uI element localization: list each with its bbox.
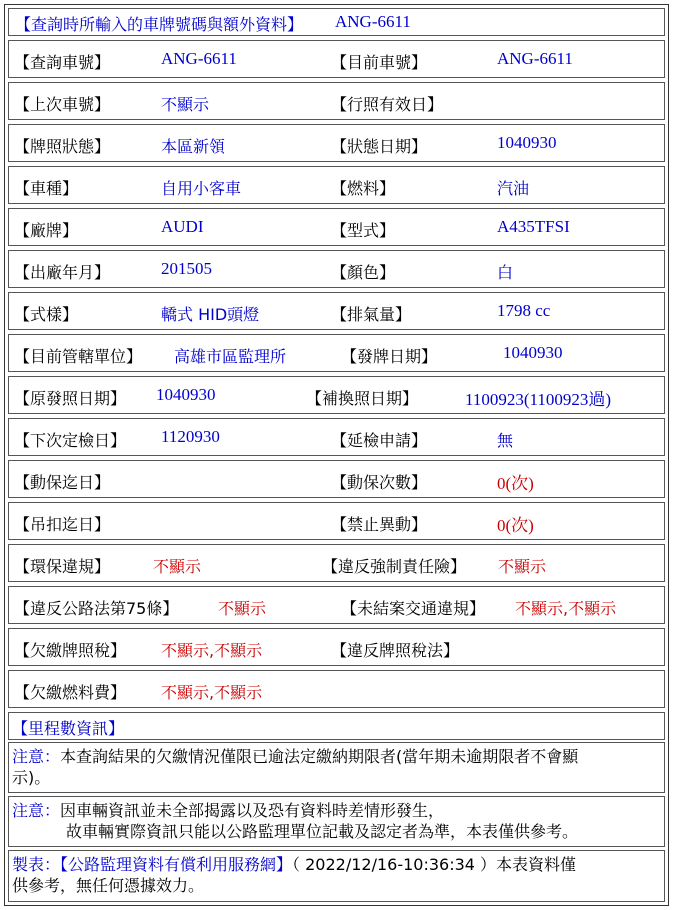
mileage-section	[8, 712, 665, 740]
value-previous-plate: 不顯示	[161, 95, 210, 114]
label-transfer-ban: 【禁止異動】	[331, 515, 428, 534]
value-replacement-date: 1100923(1100923過)	[465, 390, 612, 409]
label-previous-plate: 【上次車號】	[14, 95, 111, 114]
value-body-style: 轎式 HID頭燈	[161, 305, 260, 324]
label-suspension-expiry: 【吊扣迄日】	[14, 515, 111, 534]
value-inspection-extension: 無	[497, 431, 514, 450]
value-plate-status: 本區新領	[161, 137, 226, 156]
label-issue-date: 【發牌日期】	[341, 347, 438, 366]
value-next-inspection: 1120930	[161, 427, 220, 446]
label-next-inspection: 【下次定檢日】	[14, 431, 127, 450]
row-brand	[8, 208, 665, 246]
label-brand: 【廠牌】	[14, 221, 79, 240]
label-replacement-date: 【補換照日期】	[306, 389, 419, 408]
label-open-traffic-violations: 【未結案交通違規】	[341, 599, 486, 618]
row-plate-status	[8, 124, 665, 162]
label-lien-count: 【動保次數】	[331, 473, 428, 492]
label-model: 【型式】	[331, 221, 396, 240]
label-color: 【顏色】	[331, 263, 396, 282]
value-brand: AUDI	[161, 217, 204, 236]
label-environmental-violation: 【環保違規】	[14, 557, 111, 576]
mileage-label: 【里程數資訊】	[12, 719, 125, 738]
value-model: A435TFSI	[497, 217, 570, 236]
report-title	[8, 8, 665, 36]
label-inspection-extension: 【延檢申請】	[331, 431, 428, 450]
footer-service-link[interactable]: 【公路監理資料有償利用服務網】	[60, 855, 293, 874]
value-fuel-fee-arrears: 不顯示,不顯示	[161, 683, 263, 702]
title-label: 【查詢時所輸入的車牌號碼與額外資料】	[15, 15, 304, 34]
value-open-traffic-violations: 不顯示,不顯示	[515, 599, 617, 618]
note-arrears-disclaimer	[8, 742, 665, 793]
label-plate-status: 【牌照狀態】	[14, 137, 111, 156]
report-footer	[8, 850, 665, 902]
row-query-plate	[8, 40, 665, 78]
label-current-plate: 【目前車號】	[331, 53, 428, 72]
value-color: 白	[497, 263, 514, 282]
row-vehicle-type	[8, 166, 665, 204]
note1-prefix: 注意：	[12, 747, 61, 766]
row-original-license-date	[8, 376, 665, 414]
label-highway-act-violation: 【違反公路法第75條】	[14, 599, 179, 618]
label-fuel-fee-arrears: 【欠繳燃料費】	[14, 683, 127, 702]
label-license-tax-violation: 【違反牌照稅法】	[331, 641, 460, 660]
value-lien-count: 0(次)	[497, 474, 534, 493]
value-current-plate: ANG-6611	[497, 49, 573, 68]
row-previous-plate	[8, 82, 665, 120]
value-environmental-violation: 不顯示	[153, 557, 202, 576]
row-lien-expiry	[8, 460, 665, 498]
value-insurance-violation: 不顯示	[498, 557, 547, 576]
value-license-tax-arrears: 不顯示,不顯示	[161, 641, 263, 660]
value-fuel: 汽油	[497, 179, 530, 198]
note1-text-cont: 示)。	[12, 768, 51, 787]
value-status-date: 1040930	[497, 133, 557, 152]
label-displacement: 【排氣量】	[331, 305, 412, 324]
row-highway-act-violation	[8, 586, 665, 624]
note-data-disclaimer	[8, 796, 665, 847]
row-next-inspection	[8, 418, 665, 456]
note2-line1: 因車輛資訊並未全部揭露以及恐有資料時差情形發生，	[60, 801, 445, 820]
label-manufacture-date: 【出廠年月】	[14, 263, 111, 282]
value-original-license-date: 1040930	[156, 385, 216, 404]
label-jurisdiction: 【目前管轄單位】	[14, 347, 143, 366]
value-manufacture-date: 201505	[161, 259, 212, 278]
note2-line2: 故車輛實際資訊只能以公路監理單位記載及認定者為準，本表僅供參考。	[66, 822, 579, 841]
label-status-date: 【狀態日期】	[331, 137, 428, 156]
row-environmental-violation	[8, 544, 665, 582]
value-vehicle-type: 自用小客車	[161, 179, 242, 198]
row-license-tax-arrears	[8, 628, 665, 666]
footer-timestamp: （ 2022/12/16-10:36:34 ）本表資料僅	[292, 855, 577, 874]
value-displacement: 1798 cc	[497, 301, 551, 320]
value-query-plate: ANG-6611	[161, 49, 237, 68]
label-original-license-date: 【原發照日期】	[14, 389, 127, 408]
label-lien-expiry: 【動保迄日】	[14, 473, 111, 492]
row-body-style	[8, 292, 665, 330]
label-insurance-violation: 【違反強制責任險】	[322, 557, 467, 576]
value-highway-act-violation: 不顯示	[218, 599, 267, 618]
title-plate: ANG-6611	[335, 12, 411, 31]
value-jurisdiction: 高雄市區監理所	[174, 347, 287, 366]
label-body-style: 【式樣】	[14, 305, 79, 324]
label-query-plate: 【查詢車號】	[14, 53, 111, 72]
footer-line2: 供參考，無任何憑據效力。	[12, 876, 205, 895]
row-manufacture-date	[8, 250, 665, 288]
note1-text: 本查詢結果的欠繳情況僅限已逾法定繳納期限者(當年期未逾期限者不會顯	[60, 747, 579, 766]
value-issue-date: 1040930	[503, 343, 563, 362]
label-fuel: 【燃料】	[331, 179, 396, 198]
row-fuel-fee-arrears	[8, 670, 665, 708]
row-suspension-expiry	[8, 502, 665, 540]
label-license-expiry: 【行照有效日】	[331, 95, 444, 114]
row-jurisdiction	[8, 334, 665, 372]
value-transfer-ban: 0(次)	[497, 516, 534, 535]
footer-prefix: 製表：	[12, 855, 61, 874]
label-vehicle-type: 【車種】	[14, 179, 79, 198]
note2-prefix: 注意：	[12, 801, 61, 820]
label-license-tax-arrears: 【欠繳牌照稅】	[14, 641, 127, 660]
